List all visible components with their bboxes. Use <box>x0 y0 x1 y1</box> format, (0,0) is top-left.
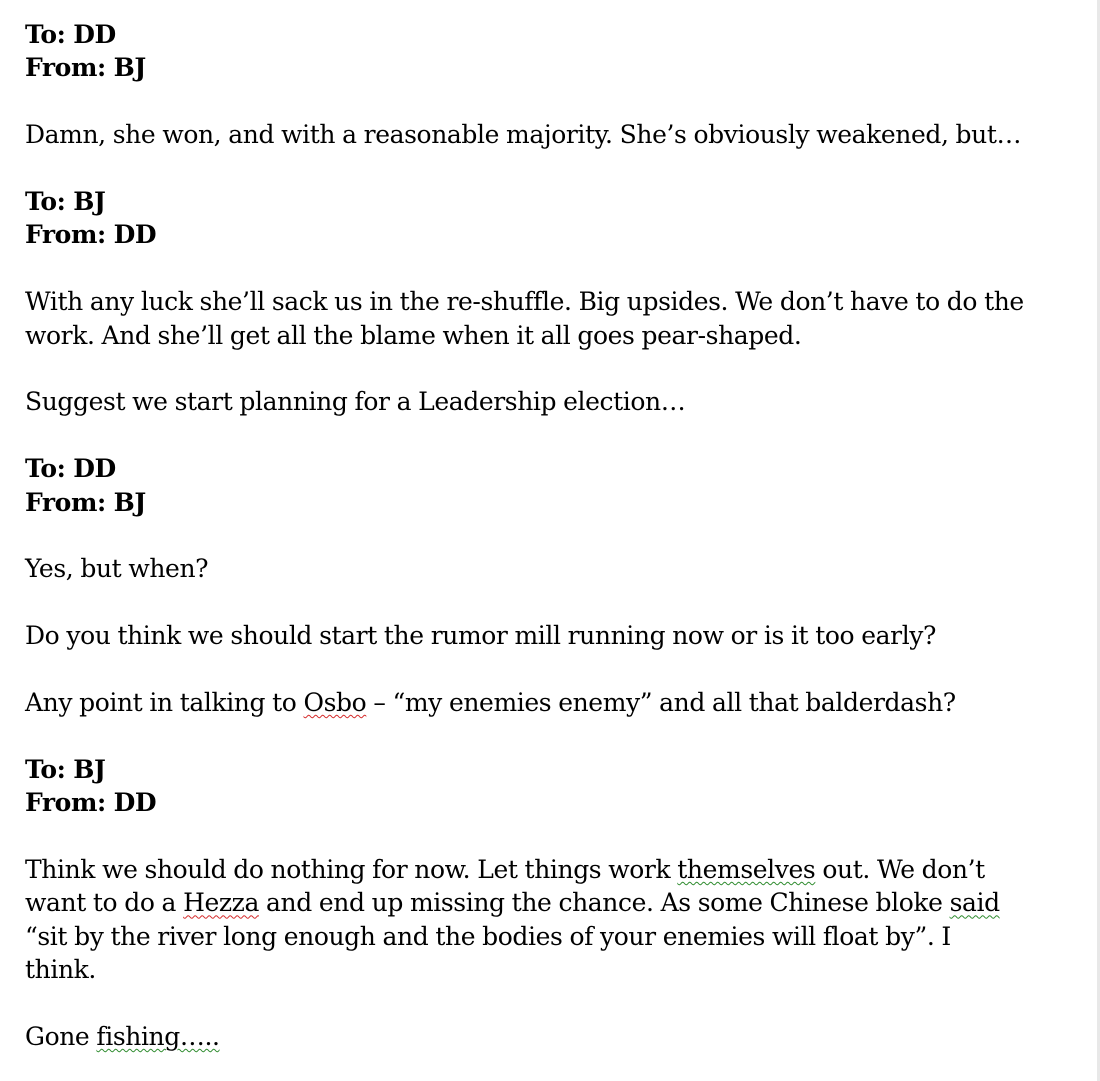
message-paragraph: Damn, she won, and with a reasonable majority. She’s obviously weakened, but… <box>25 120 1022 150</box>
message-block <box>25 18 1025 152</box>
message-paragraph: With any luck she’ll sack us in the re-shuffle. Big upsides. We don’t have to do the work. And she’ll get all the blame when it all goes pear-shaped. <box>25 287 1024 350</box>
misspelled-word[interactable]: Osbo <box>303 688 367 717</box>
from-line: From: BJ <box>25 487 146 517</box>
grammar-flagged-word[interactable]: said <box>949 888 1000 918</box>
text-run: – “my enemies enemy” and all that balderdash? <box>366 688 956 717</box>
message-paragraph: Do you think we should start the rumor mill running now or is it too early? <box>25 621 937 651</box>
to-line: To: BJ <box>25 754 106 784</box>
text-run: “sit by the river long enough and the bodies of your enemies will float by”. I think. <box>25 921 951 985</box>
text-run: Think we should do nothing for now. Let things work <box>25 855 678 884</box>
message-paragraph <box>25 1020 1025 1053</box>
from-line: From: BJ <box>25 53 146 83</box>
grammar-flagged-word[interactable]: themselves <box>677 855 816 884</box>
to-line: To: DD <box>25 454 116 484</box>
message-block <box>25 452 1025 719</box>
message-paragraph <box>25 853 1025 987</box>
misspelled-word[interactable]: Hezza <box>183 888 259 918</box>
message-block <box>25 753 1025 1054</box>
text-run: Gone <box>25 1022 97 1052</box>
document-body <box>25 18 1025 1053</box>
message-paragraph <box>25 686 1025 719</box>
message-paragraph: Yes, but when? <box>25 554 209 584</box>
text-run: out. We don’t want to do a <box>25 855 985 918</box>
from-line: From: DD <box>25 788 157 818</box>
to-line: To: DD <box>25 20 116 49</box>
text-run: and end up missing the chance. As some Chinese bloke <box>258 888 950 918</box>
message-block <box>25 185 1025 419</box>
to-line: To: BJ <box>25 187 106 216</box>
from-line: From: DD <box>25 220 157 250</box>
message-paragraph: Suggest we start planning for a Leadership election… <box>25 387 686 417</box>
text-run: Any point in talking to <box>25 688 304 717</box>
grammar-flagged-word[interactable]: fishing….. <box>96 1022 220 1052</box>
